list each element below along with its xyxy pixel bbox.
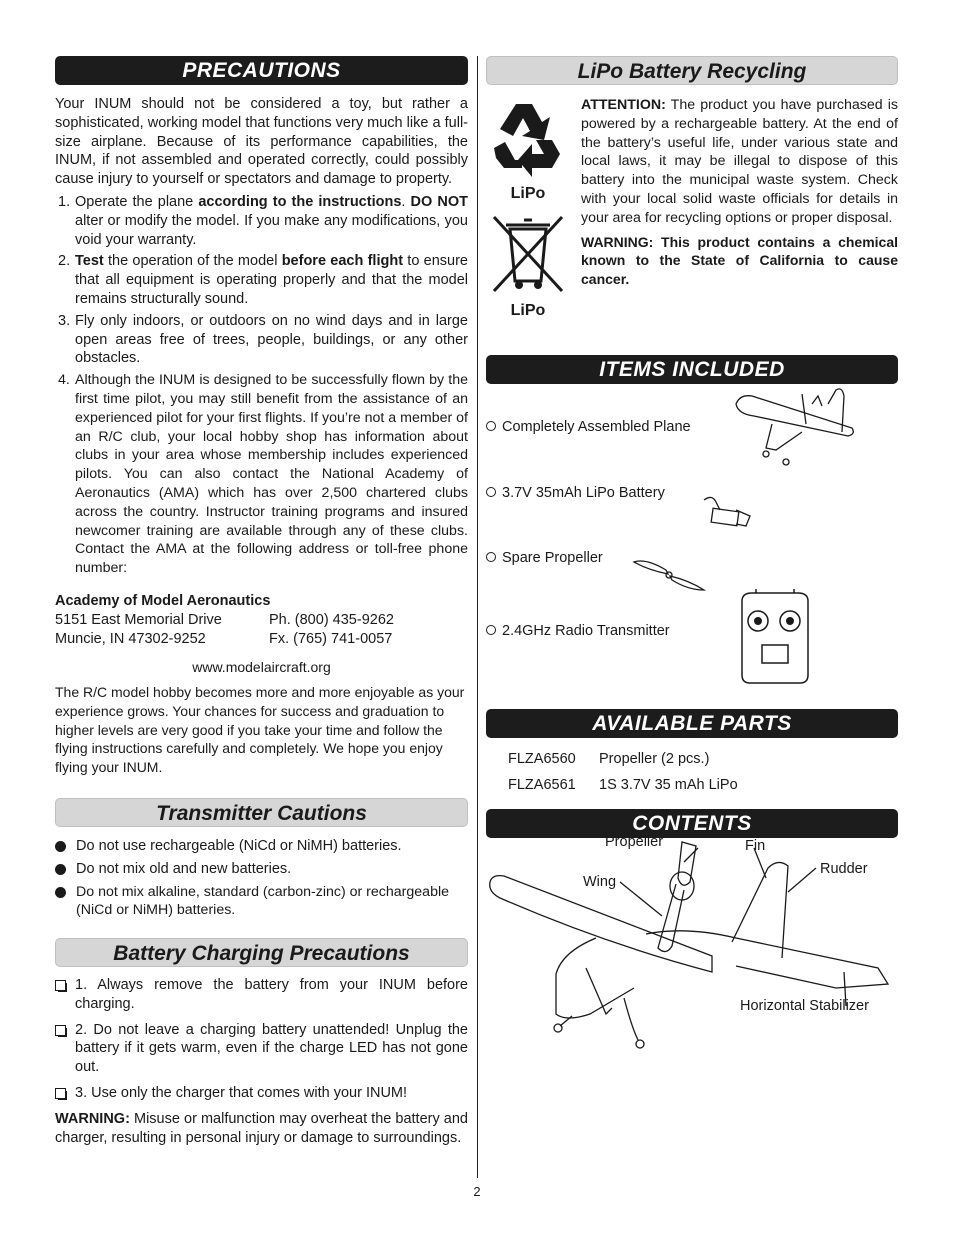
- ama-url[interactable]: www.modelaircraft.org: [192, 658, 331, 675]
- precaution-item-3: 3. Fly only indoors, or outdoors on no wind days and in large open areas free of trees, people, buildings, or any other obstacles.: [58, 312, 468, 367]
- precautions-heading: PRECAUTIONS: [55, 56, 468, 85]
- ama-city: Muncie, IN 47302-9252: [55, 630, 206, 647]
- included-item: Completely Assembled Plane: [486, 419, 691, 435]
- recycling-heading: LiPo Battery Recycling: [486, 56, 898, 85]
- ama-phone: Ph. (800) 435-9262: [269, 611, 394, 628]
- precaution-item-1: 1. Operate the plane according to the instructions. DO NOT alter or modify the model. If you make any modifications, you void your warranty.: [58, 193, 468, 248]
- included-item: 3.7V 35mAh LiPo Battery: [486, 485, 665, 501]
- contents-diagram: [486, 834, 898, 1068]
- label-fin: Fin: [745, 838, 766, 854]
- transmitter-item: Do not use rechargeable (NiCd or NiMH) batteries.: [55, 837, 468, 856]
- part-row: FLZA6561 1S 3.7V 35 mAh LiPo: [508, 777, 738, 793]
- transmitter-list: [55, 837, 468, 920]
- contents-heading: CONTENTS: [486, 809, 898, 838]
- lipo-label: LiPo: [510, 185, 546, 202]
- ama-fax: Fx. (765) 741-0057: [269, 630, 393, 647]
- transmitter-thumbnail: [736, 587, 814, 687]
- battery-thumbnail: [702, 496, 752, 532]
- recycling-text: [581, 96, 898, 289]
- page-number: 2: [473, 1184, 481, 1199]
- transmitter-heading: Transmitter Cautions: [55, 798, 468, 827]
- label-wing: Wing: [583, 874, 617, 890]
- recycling-attention: ATTENTION: The product you have purchased is powered by a rechargeable battery. At the end of the battery’s useful life, under various state and local laws, it may be illegal to dispose of this battery into the municipal waste system. Check with your local solid waste officials for details in your area for recycling options or proper disposal.: [581, 97, 898, 226]
- label-propeller: Propeller: [605, 834, 664, 850]
- label-rudder: Rudder: [820, 861, 868, 877]
- recycling-icons: [486, 96, 572, 320]
- lipo-label: LiPo: [510, 302, 546, 319]
- charging-check-item[interactable]: 2. Do not leave a charging battery unattended! Unplug the battery if it gets warm, even if the charge LED has not gone out.: [55, 1021, 468, 1077]
- precaution-item-2: 2. Test the operation of the model before each flight to ensure that all equipment is operating properly and that the model remains structurally sound.: [58, 253, 468, 307]
- ama-street: 5151 East Memorial Drive: [55, 611, 222, 628]
- charging-checklist: [55, 976, 468, 1103]
- ama-name: Academy of Model Aeronautics: [55, 592, 271, 609]
- precautions-closing: The R/C model hobby becomes more and more enjoyable as your experience grows. Your chances for success and graduation to higher levels are very good if you take your time and follow the flying instructions carefully and completely. We hope you enjoy flying your INUM.: [55, 683, 465, 776]
- ama-address: [55, 592, 468, 649]
- parts-list: [486, 746, 898, 798]
- crossed-bin-icon: [486, 211, 570, 297]
- charging-warning: WARNING: Misuse or malfunction may overheat the battery and charger, resulting in personal injury or damage to surroundings.: [55, 1110, 468, 1146]
- charging-heading: Battery Charging Precautions: [55, 938, 468, 967]
- label-horizontal-stabilizer: Horizontal Stabilizer: [740, 998, 869, 1014]
- column-divider: [477, 56, 478, 1178]
- plane-thumbnail: [732, 384, 860, 476]
- items-included-section: [486, 384, 898, 719]
- recycle-icon: [486, 96, 570, 180]
- part-row: FLZA6560 Propeller (2 pcs.): [508, 751, 710, 767]
- transmitter-item: Do not mix old and new batteries.: [55, 860, 468, 879]
- charging-check-item[interactable]: 1. Always remove the battery from your INUM before charging.: [55, 976, 468, 1014]
- precautions-list: [55, 193, 468, 578]
- transmitter-item: Do not mix alkaline, standard (carbon-zinc) or rechargeable (NiCd or NiMH) batteries.: [55, 883, 468, 921]
- precaution-item-4: 4. Although the INUM is designed to be successfully flown by the first time pilot, you may still benefit from the assistance of an experienced pilot for your first flights. If you’re not a member of an R/C club, your local hobby shop has information about clubs in your area whose membership includes experienced pilots. You can also contact the National Academy of Aeronautics (AMA) which has over 2,500 chartered clubs across the country. Instructor training programs and insured newcomer training are available through any of these clubs. Contact the AMA at the following address or toll-free phone number:: [58, 372, 468, 577]
- recycling-warning: WARNING: This product contains a chemical known to the State of California to cause cancer.: [581, 233, 898, 288]
- propeller-thumbnail: [632, 558, 706, 594]
- recycling-section: [486, 96, 898, 319]
- precautions-intro: Your INUM should not be considered a toy, but rather a sophisticated, working model that functions very much like a full-size airplane. Because of its performance capabilities, the INUM, if not assembled and operated correctly, could possibly cause injury to yourself or spectators and damage to property.: [55, 96, 468, 188]
- charging-check-item[interactable]: 3. Use only the charger that comes with your INUM!: [55, 1084, 468, 1103]
- left-column: [55, 56, 468, 1147]
- available-parts-heading: AVAILABLE PARTS: [486, 709, 898, 738]
- right-column: [486, 56, 898, 1068]
- included-item: Spare Propeller: [486, 550, 603, 566]
- included-item: 2.4GHz Radio Transmitter: [486, 623, 670, 639]
- items-included-heading: ITEMS INCLUDED: [486, 355, 898, 384]
